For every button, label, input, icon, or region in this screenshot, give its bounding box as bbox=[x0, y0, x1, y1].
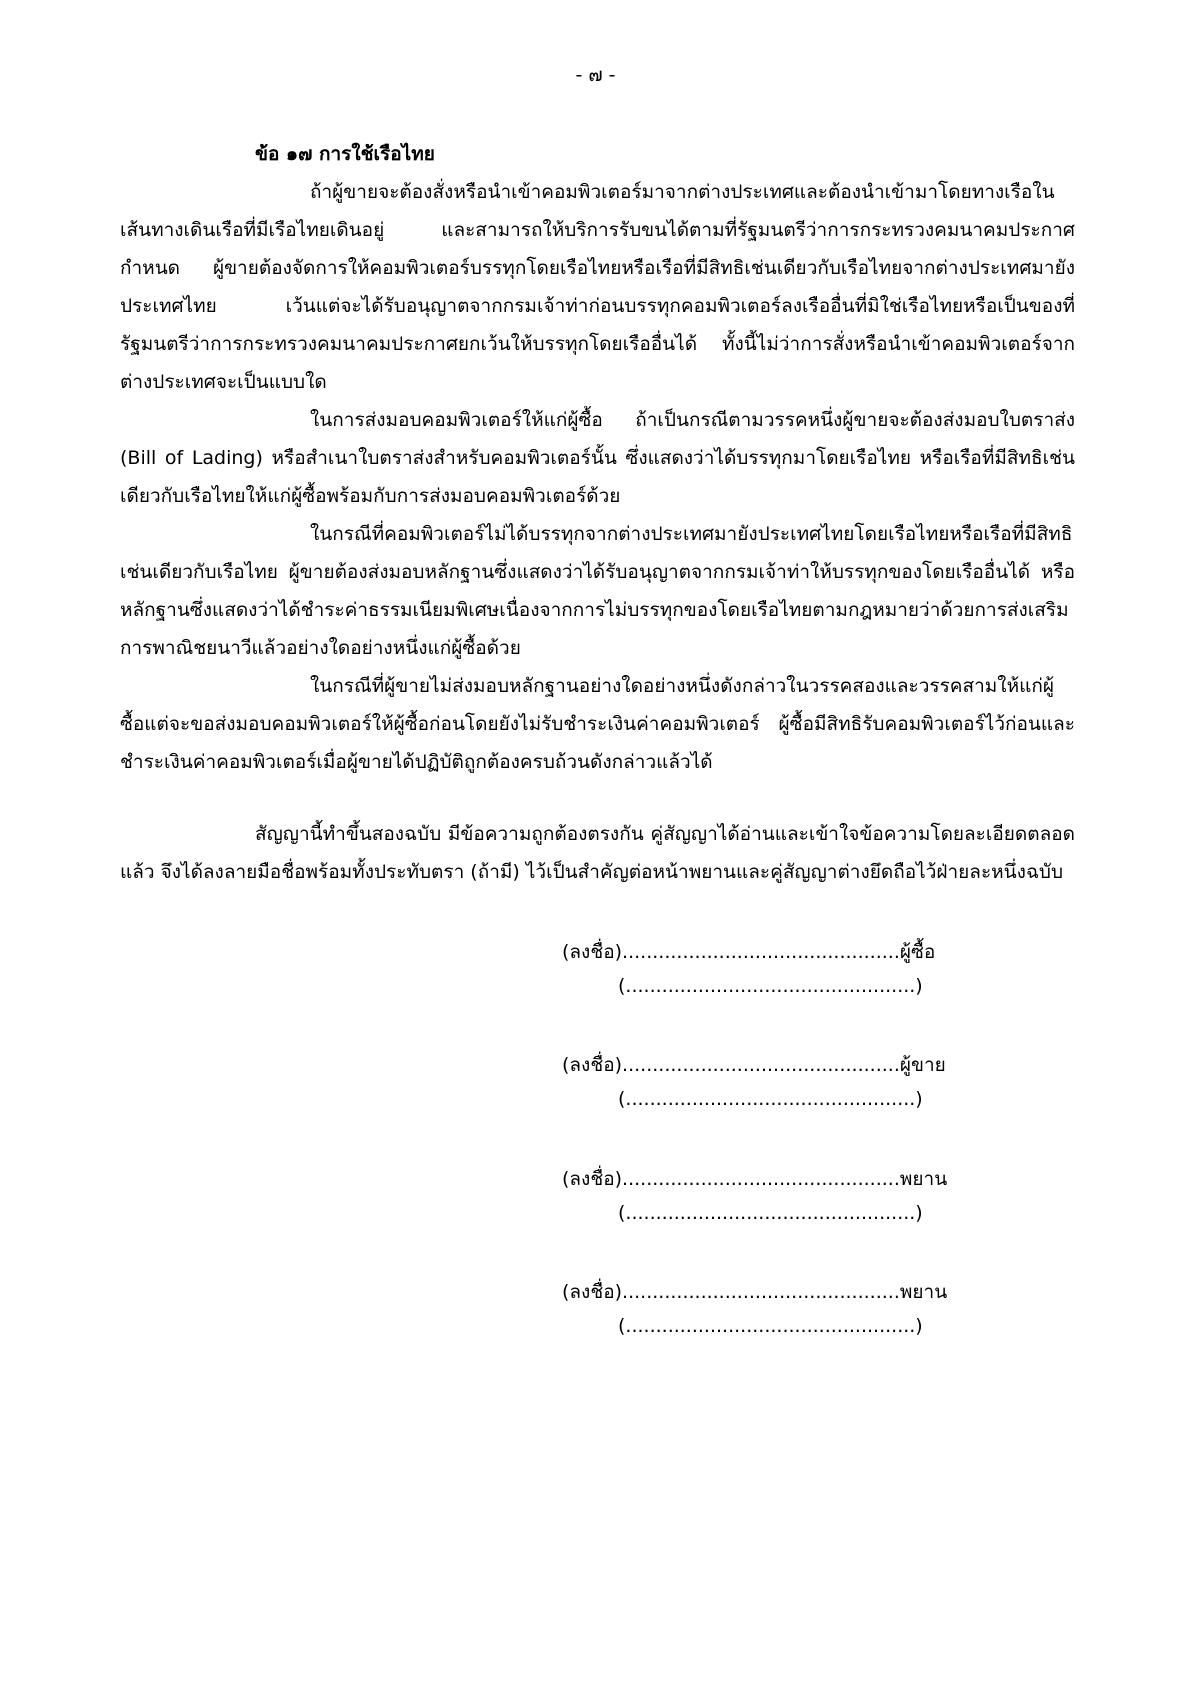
signature-name-line: (................................................) bbox=[618, 1088, 923, 1110]
signature-name-line: (................................................) bbox=[618, 1202, 923, 1224]
clause-paragraph-3: ในกรณีที่คอมพิวเตอร์ไม่ได้บรรทุกจากต่างประเทศมายังประเทศไทยโดยเรือไทยหรือเรือที่มีสิทธิเช่นเดียวกับเรือไทย ผู้ขายต้องส่งมอบหลักฐานซึ่งแสดงว่าได้รับอนุญาตจากกรมเจ้าท่าให้บรรทุกของโดยเรืออื่นได้ หรือหลักฐานซึ่งแสดงว่าได้ชำระค่าธรรมเนียมพิเศษเนื่องจากการไม่บรรทุกของโดยเรือไทยตามกฎหมายว่าด้วยการส่งเสริมการพาณิชยนาวีแล้วอย่างใดอย่างหนึ่งแก่ผู้ซื้อด้วย bbox=[120, 523, 1075, 659]
signature-line: (ลงชื่อ)..............................................พยาน bbox=[562, 1168, 948, 1190]
document-body bbox=[120, 135, 1075, 891]
clause-paragraph-1: ถ้าผู้ขายจะต้องสั่งหรือนำเข้าคอมพิวเตอร์มาจากต่างประเทศและต้องนำเข้ามาโดยทางเรือในเส้นทางเดินเรือที่มีเรือไทยเดินอยู่ และสามารถให้บริการรับขนได้ตามที่รัฐมนตรีว่าการกระทรวงคมนาคมประกาศกำหนด ผู้ขายต้องจัดการให้คอมพิวเตอร์บรรทุกโดยเรือไทยหรือเรือที่มีสิทธิเช่นเดียวกับเรือไทยจากต่างประเทศมายังประเทศไทย เว้นแต่จะได้รับอนุญาตจากกรมเจ้าท่าก่อนบรรทุกคอมพิวเตอร์ลงเรืออื่นที่มิใช่เรือไทยหรือเป็นของที่รัฐมนตรีว่าการกระทรวงคมนาคมประกาศยกเว้นให้บรรทุกโดยเรืออื่นได้ ทั้งนี้ไม่ว่าการสั่งหรือนำเข้าคอมพิวเตอร์จากต่างประเทศจะเป็นแบบใด bbox=[120, 181, 1075, 393]
page-number: - ๗ - bbox=[575, 64, 616, 86]
signature-line: (ลงชื่อ)..............................................พยาน bbox=[562, 1281, 948, 1303]
signature-line: (ลงชื่อ)..............................................ผู้ขาย bbox=[562, 1054, 946, 1076]
signature-name-line: (................................................) bbox=[618, 1315, 923, 1337]
signature-name-line: (................................................) bbox=[618, 975, 923, 997]
signature-block-buyer bbox=[562, 935, 982, 1003]
signature-block-witness-1 bbox=[562, 1162, 982, 1230]
closing-paragraph: สัญญานี้ทำขึ้นสองฉบับ มีข้อความถูกต้องตรงกัน คู่สัญญาได้อ่านและเข้าใจข้อความโดยละเอียดตลอดแล้ว จึงได้ลงลายมือชื่อพร้อมทั้งประทับตรา (ถ้ามี) ไว้เป็นสำคัญต่อหน้าพยานและคู่สัญญาต่างยึดถือไว้ฝ่ายละหนึ่งฉบับ bbox=[120, 823, 1075, 883]
clause-paragraph-2: ในการส่งมอบคอมพิวเตอร์ให้แก่ผู้ซื้อ ถ้าเป็นกรณีตามวรรคหนึ่งผู้ขายจะต้องส่งมอบใบตราส่ง (Bill of Lading) หรือสำเนาใบตราส่งสำหรับคอมพิวเตอร์นั้น ซึ่งแสดงว่าได้บรรทุกมาโดยเรือไทย หรือเรือที่มีสิทธิเช่นเดียวกับเรือไทยให้แก่ผู้ซื้อพร้อมกับการส่งมอบคอมพิวเตอร์ด้วย bbox=[120, 409, 1075, 507]
signature-block-seller bbox=[562, 1048, 982, 1116]
clause-heading: ข้อ ๑๗ การใช้เรือไทย bbox=[255, 143, 435, 165]
signature-line: (ลงชื่อ)..............................................ผู้ซื้อ bbox=[562, 941, 936, 963]
clause-paragraph-4: ในกรณีที่ผู้ขายไม่ส่งมอบหลักฐานอย่างใดอย่างหนึ่งดังกล่าวในวรรคสองและวรรคสามให้แก่ผู้ซื้อแต่จะขอส่งมอบคอมพิวเตอร์ให้ผู้ซื้อก่อนโดยยังไม่รับชำระเงินค่าคอมพิวเตอร์ ผู้ซื้อมีสิทธิรับคอมพิวเตอร์ไว้ก่อนและชำระเงินค่าคอมพิวเตอร์เมื่อผู้ขายได้ปฏิบัติถูกต้องครบถ้วนดังกล่าวแล้วได้ bbox=[120, 675, 1075, 773]
signature-block-witness-2 bbox=[562, 1275, 982, 1343]
